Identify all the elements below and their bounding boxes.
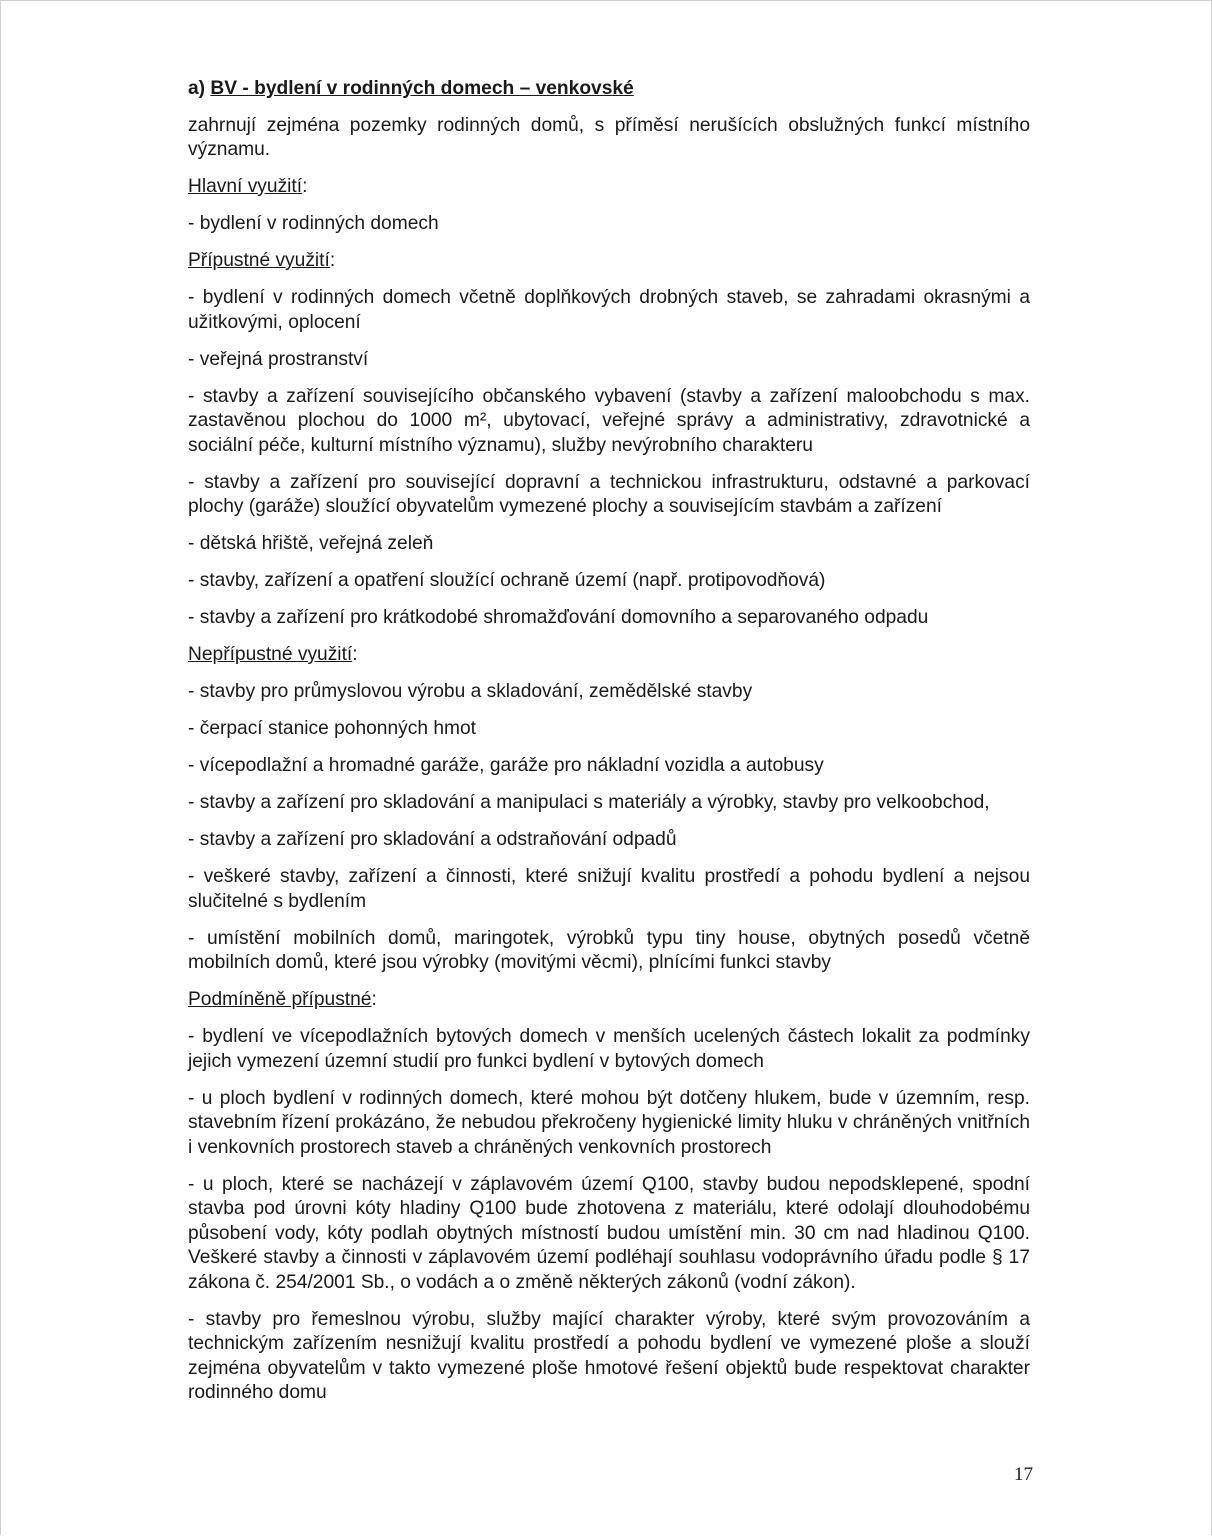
main-use-label: Hlavní využití: [188, 176, 303, 197]
forbidden-use-item: - stavby pro průmyslovou výrobu a skladování, zemědělské stavby: [188, 681, 753, 702]
allowed-use-heading: Přípustné využití:: [188, 250, 336, 271]
forbidden-use-item: - stavby a zařízení pro skladování a manipulaci s materiály a výrobky, stavby pro velkoobchod,: [188, 792, 990, 813]
forbidden-use-item: - umístění mobilních domů, maringotek, výrobků typu tiny house, obytných posedů včetně mobilních domů, které jsou výrobky (movitými věcmi), plnícími funkci stavby: [188, 927, 1030, 973]
forbidden-use-item: - čerpací stanice pohonných hmot: [188, 718, 476, 739]
main-use-heading: Hlavní využití:: [188, 176, 308, 197]
forbidden-use-label: Nepřípustné využití: [188, 644, 353, 665]
conditional-use-item: - u ploch, které se nacházejí v záplavovém území Q100, stavby budou nepodsklepené, spodní stavba pod úrovni kóty hladiny Q100 bude zhotovena z materiálu, které odolají dlouhodobému působení vody, kóty podlah obytných místností budou umístění min. 30 cm nad hladinou Q100. Veškeré stavby a činnosti v záplavovém území podléhají souhlasu vodoprávního úřadu podle § 17 zákona č. 254/2001 Sb., o vodách a o změně některých zákonů (vodní zákon).: [188, 1173, 1030, 1293]
allowed-use-item: - stavby, zařízení a opatření sloužící ochraně území (např. protipovodňová): [188, 570, 826, 591]
allowed-use-item: - stavby a zařízení pro související dopravní a technickou infrastrukturu, odstavné a parkovací plochy (garáže) sloužící obyvatelům vymezené plochy a souvisejícím stavbám a zařízení: [188, 471, 1030, 517]
heading-prefix: a): [188, 78, 211, 99]
section-heading: [188, 77, 1030, 102]
allowed-use-label: Přípustné využití: [188, 250, 330, 271]
allowed-use-item: - stavby a zařízení souvisejícího občanského vybavení (stavby a zařízení maloobchodu s max. zastavěnou plochou do 1000 m², ubytovací, veřejné správy a administrativy, zdravotnické a sociální péče, kulturní místního významu), služby nevýrobního charakteru: [188, 385, 1030, 456]
conditional-use-item: - u ploch bydlení v rodinných domech, které mohou být dotčeny hlukem, bude v územním, resp. stavebním řízení prokázáno, že nebudou překročeny hygienické limity hluku v chráněných vnitřních i venkovních prostorech staveb a chráněných venkovních prostorech: [188, 1087, 1030, 1158]
forbidden-use-item: - stavby a zařízení pro skladování a odstraňování odpadů: [188, 829, 677, 850]
allowed-use-item: - dětská hřiště, veřejná zeleň: [188, 533, 434, 554]
intro-paragraph: zahrnují zejména pozemky rodinných domů, s příměsí nerušících obslužných funkcí místního významu.: [188, 114, 1030, 160]
conditional-use-item: - stavby pro řemeslnou výrobu, služby mající charakter výroby, které svým provozováním a technickým zařízením nesnižují kvalitu prostředí a pohodu bydlení ve vymezené ploše a slouží zejména obyvatelům v takto vymezené ploše hmotové řešení objektů bude respektovat charakter rodinného domu: [188, 1308, 1030, 1403]
forbidden-use-item: - vícepodlažní a hromadné garáže, garáže pro nákladní vozidla a autobusy: [188, 755, 824, 776]
page-content: [188, 77, 1030, 1418]
conditional-use-item: - bydlení ve vícepodlažních bytových domech v menších ucelených částech lokalit za podmínky jejich vymezení územní studií pro funkci bydlení v bytových domech: [188, 1026, 1030, 1072]
allowed-use-item: - bydlení v rodinných domech včetně doplňkových drobných staveb, se zahradami okrasnými a užitkovými, oplocení: [188, 287, 1030, 333]
conditional-use-heading: Podmíněně přípustné:: [188, 989, 377, 1010]
heading-title: BV - bydlení v rodinných domech – venkovské: [210, 78, 634, 99]
conditional-use-label: Podmíněně přípustné: [188, 989, 372, 1010]
forbidden-use-item: - veškeré stavby, zařízení a činnosti, které snižují kvalitu prostředí a pohodu bydlení a nejsou slučitelné s bydlením: [188, 866, 1030, 912]
main-use-item: - bydlení v rodinných domech: [188, 213, 439, 234]
forbidden-use-heading: Nepřípustné využití:: [188, 644, 358, 665]
allowed-use-item: - stavby a zařízení pro krátkodobé shromažďování domovního a separovaného odpadu: [188, 607, 929, 628]
page-number: 17: [1014, 1464, 1033, 1485]
allowed-use-item: - veřejná prostranství: [188, 348, 369, 370]
